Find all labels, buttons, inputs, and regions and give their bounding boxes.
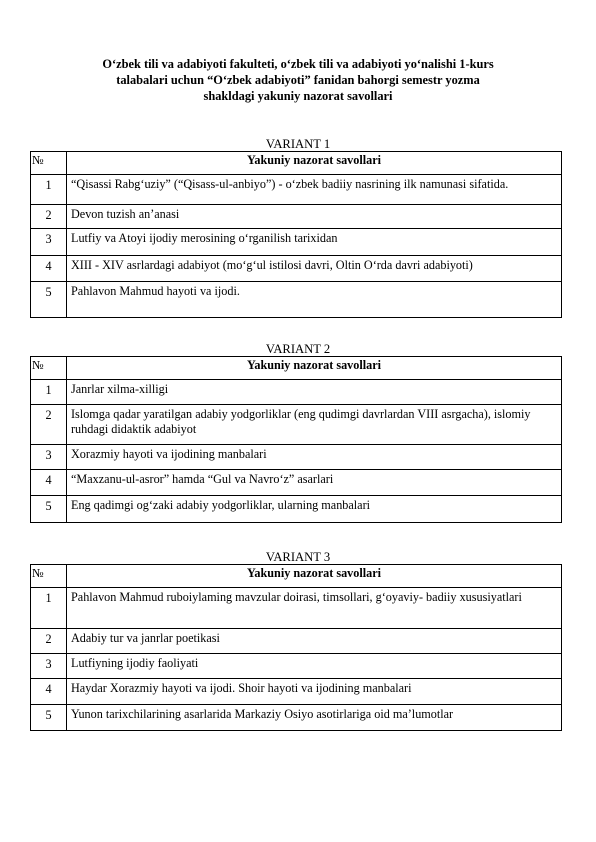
row-number: 5 (31, 496, 67, 523)
variant-2-table (30, 356, 562, 523)
variant-1-label: VARIANT 1 (265, 137, 331, 151)
table-row (31, 705, 562, 731)
table-row (31, 405, 562, 445)
table-row (31, 470, 562, 496)
table-header-row (31, 565, 562, 588)
row-number: 4 (31, 470, 67, 496)
table-header-row (31, 152, 562, 175)
questions-column-header: Yakuniy nazorat savollari (67, 357, 562, 380)
table-row (31, 445, 562, 470)
title-line-3: shakldagi yakuniy nazorat savollari (203, 89, 393, 103)
row-number: 2 (31, 405, 67, 445)
question-text: “Qisassi Rabg‘uziy” (“Qisass-ul-anbiyo”) - o‘zbek badiiy nasrining ilk namunasi sifatida. (67, 175, 562, 205)
row-number: 1 (31, 175, 67, 205)
row-number: 5 (31, 705, 67, 731)
table-row (31, 229, 562, 256)
question-text: Pahlavon Mahmud ruboiylaming mavzular doirasi, timsollari, g‘oyaviy- badiiy xususiyatlari (67, 588, 562, 629)
row-number: 4 (31, 256, 67, 282)
table-row (31, 679, 562, 705)
question-text: Devon tuzish an’anasi (67, 205, 562, 229)
question-text: Adabiy tur va janrlar poetikasi (67, 629, 562, 654)
question-text: Eng qadimgi og‘zaki adabiy yodgorliklar, ularning manbalari (67, 496, 562, 523)
number-column-header: № (31, 357, 67, 380)
table-row (31, 588, 562, 629)
number-column-header: № (31, 565, 67, 588)
row-number: 5 (31, 282, 67, 318)
document-title (78, 56, 518, 104)
question-text: Lutfiyning ijodiy faoliyati (67, 654, 562, 679)
row-number: 1 (31, 588, 67, 629)
table-row (31, 496, 562, 523)
question-text: Xorazmiy hayoti va ijodining manbalari (67, 445, 562, 470)
number-column-header: № (31, 152, 67, 175)
question-text: XIII - XIV asrlardagi adabiyot (mo‘g‘ul istilosi davri, Oltin O‘rda davri adabiyoti) (67, 256, 562, 282)
question-text: Pahlavon Mahmud hayoti va ijodi. (67, 282, 562, 318)
question-text: Islomga qadar yaratilgan adabiy yodgorliklar (eng qudimgi davrlardan VIII asrgacha), islomiy ruhdagi didaktik adabiyot (67, 405, 562, 445)
variant-3-table (30, 564, 562, 731)
table-row (31, 629, 562, 654)
variant-2-label: VARIANT 2 (265, 342, 331, 356)
question-text: Yunon tarixchilarining asarlarida Markaziy Osiyo asotirlariga oid ma’lumotlar (67, 705, 562, 731)
row-number: 2 (31, 205, 67, 229)
questions-column-header: Yakuniy nazorat savollari (67, 152, 562, 175)
variant-3-label: VARIANT 3 (265, 550, 331, 564)
row-number: 2 (31, 629, 67, 654)
question-text: Lutfiy va Atoyi ijodiy merosining o‘rganilish tarixidan (67, 229, 562, 256)
question-text: Janrlar xilma-xilligi (67, 380, 562, 405)
table-row (31, 256, 562, 282)
table-row (31, 380, 562, 405)
table-row (31, 654, 562, 679)
table-row (31, 282, 562, 318)
question-text: Haydar Xorazmiy hayoti va ijodi. Shoir hayoti va ijodining manbalari (67, 679, 562, 705)
table-row (31, 205, 562, 229)
row-number: 3 (31, 229, 67, 256)
row-number: 4 (31, 679, 67, 705)
question-text: “Maxzanu-ul-asror” hamda “Gul va Navro‘z” asarlari (67, 470, 562, 496)
row-number: 3 (31, 654, 67, 679)
title-line-1: O‘zbek tili va adabiyoti fakulteti, o‘zbek tili va adabiyoti yo‘nalishi 1-kurs (102, 57, 494, 71)
variant-1-table (30, 151, 562, 318)
table-header-row (31, 357, 562, 380)
questions-column-header: Yakuniy nazorat savollari (67, 565, 562, 588)
row-number: 3 (31, 445, 67, 470)
table-row (31, 175, 562, 205)
row-number: 1 (31, 380, 67, 405)
title-line-2: talabalari uchun “O‘zbek adabiyoti” fanidan bahorgi semestr yozma (116, 73, 480, 87)
